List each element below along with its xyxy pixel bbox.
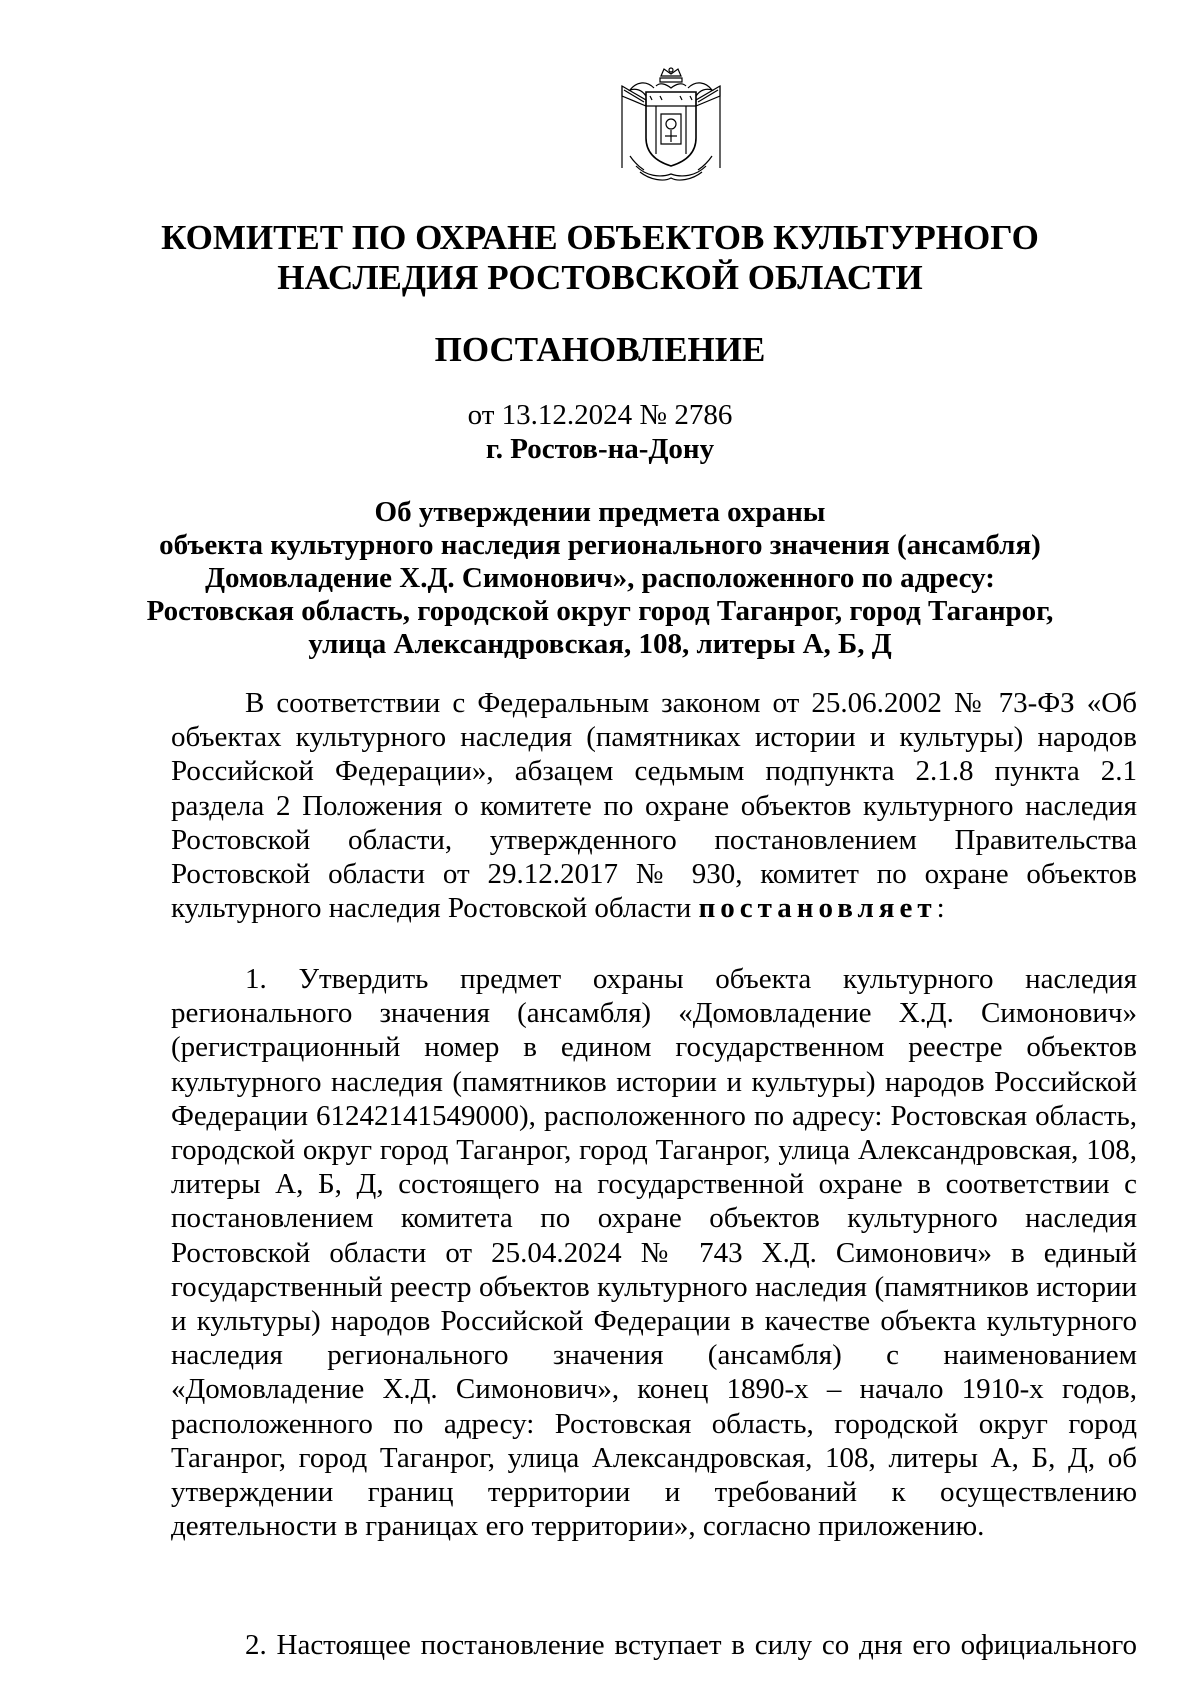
subject-line: Домовладение Х.Д. Симонович», расположенного по адресу: (205, 562, 995, 594)
subject-line: улица Александровская, 108, литеры А, Б, Д (308, 628, 892, 660)
document-date-number: от 13.12.2024 № 2786 (467, 399, 733, 431)
organization-title (0, 218, 1200, 298)
subject-line: Ростовская область, городской округ город Таганрог, город Таганрог, (146, 595, 1054, 627)
organization-title-line1: КОМИТЕТ ПО ОХРАНЕ ОБЪЕКТОВ КУЛЬТУРНОГО (161, 218, 1039, 257)
organization-title-line2: НАСЛЕДИЯ РОСТОВСКОЙ ОБЛАСТИ (277, 258, 923, 297)
subject-line: Об утверждении предмета охраны (374, 496, 826, 528)
subject-line: объекта культурного наследия регионального значения (ансамбля) (159, 529, 1041, 561)
decree-word: постановляет (698, 892, 937, 925)
preamble-text: В соответствии с Федеральным законом от 25.06.2002 № 73-ФЗ «Об объектах культурного наследия (памятниках истории и культуры) народов Российской Федерации», абзацем седьмым подпункта 2.1.8 пункта 2.1 раздела 2 Положения о комитете по охране объектов культурного наследия Ростовской области, утвержденного постановлением Правительства Ростовской области от 29.12.2017 № 930, комитет по охране объектов культурного наследия Ростовской области (171, 687, 1137, 925)
preamble-end: : (936, 892, 945, 925)
coat-of-arms-icon (616, 66, 726, 184)
item-2-paragraph: 2. Настоящее постановление вступает в силу со дня его официального (245, 1629, 1137, 1661)
document-type: ПОСТАНОВЛЕНИЕ (434, 330, 766, 369)
document-subject (0, 496, 1200, 661)
document-city: г. Ростов-на-Дону (485, 433, 715, 465)
item-1-paragraph: 1. Утвердить предмет охраны объекта культурного наследия регионального значения (ансамбля) «Домовладение Х.Д. Симонович» (регистрационный номер в едином государственном реестре объектов культурного наследия (памятников истории и культуры) народов Российской Федерации 61242141549000), расположенного по адресу: Ростовская область, городской округ город Таганрог, город Таганрог, улица Александровская, 108, литеры А, Б, Д, состоящего на государственной охране в соответствии с постановлением комитета по охране объектов культурного наследия Ростовской области от 25.04.2024 № 743 Х.Д. Симонович» в единый государственный реестр объектов культурного наследия (памятников истории и культуры) народов Российской Федерации в качестве объекта культурного наследия регионального значения (ансамбля) с наименованием «Домовладение Х.Д. Симонович», конец 1890-х – начало 1910-х годов, расположенного по адресу: Ростовская область, городской округ город Таганрог, город Таганрог, улица Александровская, 108, литеры А, Б, Д, об утверждении границ территории и требований к осуществлению деятельности в границах его территории», согласно приложению. (171, 963, 1137, 1543)
preamble-paragraph (171, 686, 1137, 925)
